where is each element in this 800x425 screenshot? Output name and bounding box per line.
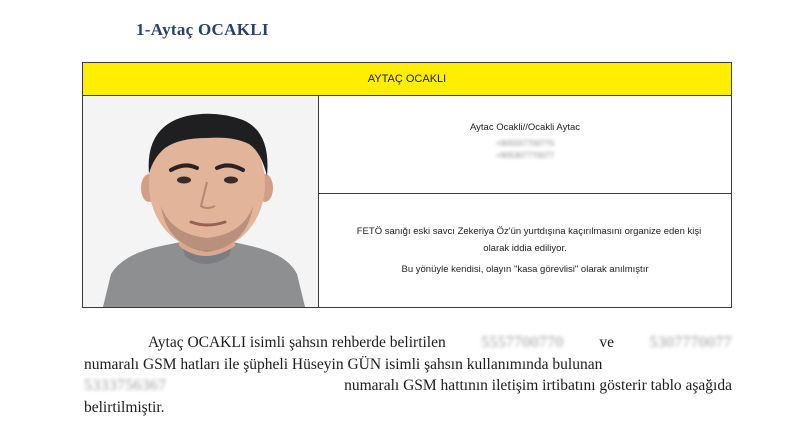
paragraph-text: numaralı GSM hatları ile şüpheli Hüseyin GÜN isimli şahsın kullanımında bulunan (84, 355, 603, 373)
redacted-number: 5333756367 (84, 377, 167, 394)
paragraph-text: ve (599, 334, 614, 351)
description-line-3: Bu yönüyle kendisi, olayın "kasa görevlisi" olarak anılmıştır (401, 264, 649, 275)
alias-names: Aytac Ocakli//Ocakli Aytac (470, 121, 580, 133)
redacted-number: 5557700770 (481, 334, 564, 351)
paragraph-line-1 (84, 332, 732, 354)
paragraph-text: Aytaç OCAKLI isimli şahsın rehberde belirtilen (148, 334, 446, 351)
paragraph-text: belirtilmiştir. (84, 398, 165, 416)
body-paragraph (84, 332, 732, 418)
person-photo-illustration (83, 96, 319, 307)
profile-photo (83, 96, 319, 307)
phone-number-2: +905307770077 (495, 150, 555, 160)
redacted-number: 5307770077 (649, 334, 732, 351)
paragraph-line-3 (84, 375, 732, 397)
contact-info-cell (319, 96, 731, 194)
description-line-2: olarak iddia ediliyor. (483, 243, 567, 254)
profile-card (82, 62, 732, 308)
description-line-1: FETÖ sanığı eski savcı Zekeriya Öz'ün yurtdışına kaçırılmasını organize eden kişi (356, 226, 702, 237)
paragraph-text: numaralı GSM hattının iletişim irtibatını gösterir tablo aşağıda (344, 377, 732, 394)
card-header-name: AYTAÇ OCAKLI (83, 63, 731, 96)
phone-number-1: +905557700770 (495, 138, 555, 148)
section-heading: 1-Aytaç OCAKLI (136, 20, 269, 39)
paragraph-line-4 (84, 397, 732, 419)
paragraph-line-2 (84, 354, 732, 376)
description-cell (319, 194, 731, 307)
